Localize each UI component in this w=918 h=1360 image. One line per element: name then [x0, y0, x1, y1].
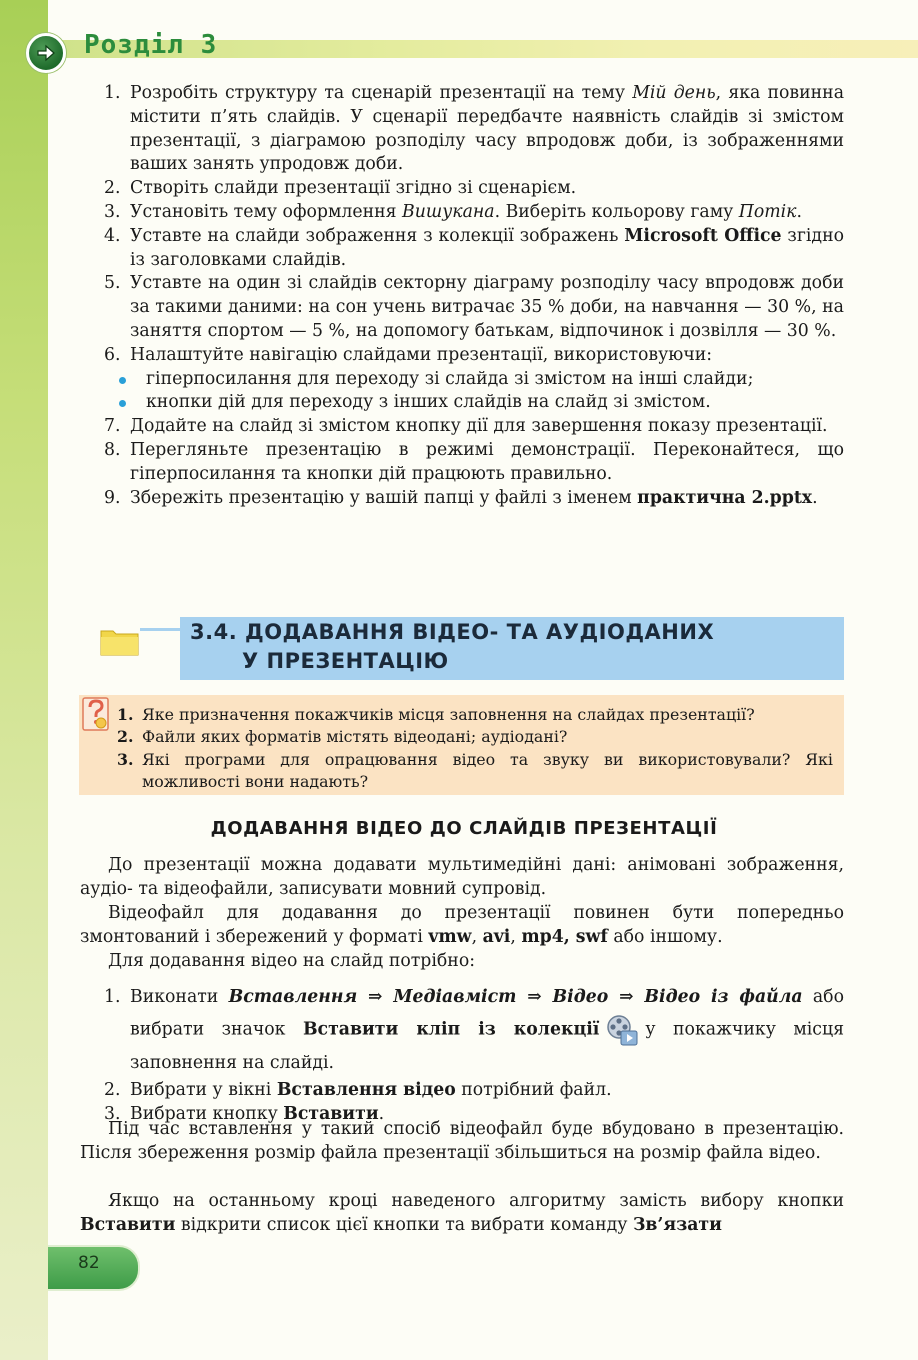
task-segment: згідно із заголовками слайдів.	[130, 225, 844, 270]
review-questions-list	[117, 704, 833, 793]
task-text	[130, 225, 844, 273]
task-item	[104, 439, 844, 487]
section-heading-line-1: 3.4. ДОДАВАННЯ ВІДЕО- ТА АУДІОДАНИХ	[190, 620, 715, 644]
question-number: 3.	[117, 749, 134, 769]
task-number: 6.	[104, 344, 121, 365]
paragraph-segment: avi	[482, 926, 511, 947]
paragraph-segment: Відеофайл для додавання до презентації повинен бути попередньо змонтований і збережений у форматі	[80, 903, 844, 947]
step-segment: у покажчику місця заповнення на слайді.	[130, 1019, 845, 1073]
film-reel-icon	[605, 1013, 639, 1047]
step-segment: Вибрати кнопку	[130, 1103, 284, 1124]
task-segment: практична 2.pptx	[637, 487, 813, 508]
question-text: Файли яких форматів містять відеодані; аудіодані?	[142, 727, 568, 747]
body-paragraph-3: Для додавання відео на слайд потрібно:	[108, 951, 476, 971]
task-segment: Потік	[738, 201, 797, 222]
step-segment: потрібний файл.	[455, 1080, 612, 1100]
step-item	[104, 981, 844, 1079]
step-item	[104, 1079, 844, 1103]
task-item	[104, 415, 844, 439]
task-text	[130, 344, 844, 368]
task-text	[130, 177, 844, 201]
task-item	[104, 272, 844, 343]
video-steps-list	[104, 981, 844, 1127]
bullet-text: гіперпосилання для переходу зі слайда зі змістом на інші слайди;	[146, 368, 754, 389]
task-segment: Установіть тему оформлення	[130, 201, 403, 222]
task-number: 3.	[104, 201, 121, 222]
paragraph-segment: або іншому.	[607, 926, 723, 947]
paragraph-segment: Якщо на останньому кроці наведеного алгоритму замість вибору кнопки	[108, 1191, 844, 1211]
question-item	[117, 704, 833, 726]
step-segment: Вставлення ⇒ Медіавміст ⇒ Відео ⇒ Відео із файла	[228, 987, 803, 1007]
chapter-title: Розділ 3	[84, 30, 218, 60]
task-segment: Уставте на один зі слайдів секторну діаграму розподілу часу впродовж доби за такими даними: на сон учень витрачає 35 % доби, на навчання — 30 %, на заняття спортом — 5 %, на допомогу батькам, відпочинок і дозвілля — 30 %.	[130, 273, 844, 341]
bullet-text: кнопки дій для переходу з інших слайдів на слайд зі змістом.	[146, 392, 711, 413]
task-item	[104, 344, 844, 368]
chapter-arrow-icon	[26, 33, 66, 73]
task-text	[130, 487, 844, 511]
question-item	[117, 726, 833, 748]
question-number: 1.	[117, 705, 134, 724]
step-number: 3.	[104, 1103, 121, 1124]
body-paragraph-5	[80, 1190, 844, 1238]
task-segment: Налаштуйте навігацію слайдами презентації, використовуючи:	[130, 344, 713, 365]
task-number: 9.	[104, 487, 121, 508]
practical-task-list	[104, 82, 844, 510]
step-segment: Вставити	[283, 1103, 379, 1124]
task-segment: .	[812, 487, 818, 508]
task-text	[130, 272, 844, 343]
task-number: 8.	[104, 439, 121, 460]
task-item	[104, 82, 844, 177]
folder-icon	[100, 625, 140, 657]
task-segment: . Виберіть кольорову гаму	[494, 201, 739, 222]
task-item	[104, 487, 844, 511]
task-segment: Додайте на слайд зі змістом кнопку дії для завершення показу презентації.	[130, 416, 828, 437]
task-segment: .	[796, 201, 803, 222]
question-text: Які програми для опрацювання відео та звуку ви використовували? Які можливості вони надають?	[142, 749, 833, 791]
step-segment: Вставити кліп із колекції	[302, 1019, 600, 1040]
task-bullet-item	[104, 368, 844, 392]
task-item	[104, 225, 844, 273]
step-segment: Вибрати у вікні	[130, 1080, 277, 1100]
question-mark-icon	[82, 697, 109, 731]
task-text	[130, 82, 844, 177]
paragraph-segment: Вставити	[80, 1214, 176, 1235]
question-text: Яке призначення покажчиків місця заповнення на слайдах презентації?	[142, 705, 755, 724]
question-number: 2.	[117, 727, 134, 747]
step-number: 1.	[104, 987, 121, 1007]
task-segment: Мій день	[632, 83, 716, 103]
step-text	[130, 1079, 844, 1103]
step-segment: або вибрати значок	[130, 987, 844, 1040]
task-number: 7.	[104, 416, 121, 437]
step-segment: Вставлення відео	[276, 1080, 456, 1100]
section-heading	[190, 618, 714, 676]
body-paragraph-4: Під час вставлення у такий спосіб відеофайл буде вбудовано в презентацію. Після збереження розмір файла презентації збільшиться на розмір файла відео.	[80, 1119, 844, 1163]
task-text	[130, 439, 844, 487]
task-segment: Уставте на слайди зображення з колекції зображень	[130, 225, 625, 246]
bullet-dot-icon	[119, 400, 126, 407]
task-number: 4.	[104, 225, 121, 246]
task-item	[104, 201, 844, 225]
bullet-dot-icon	[119, 377, 126, 384]
step-number: 2.	[104, 1080, 121, 1100]
section-heading-line-2: У ПРЕЗЕНТАЦІЮ	[242, 649, 449, 673]
body-paragraph-2	[80, 902, 844, 950]
body-paragraph-1: До презентації можна додавати мультимедійні дані: анімовані зображення, аудіо- та відеофайли, записувати мовний супровід.	[80, 855, 844, 899]
paragraph-segment: Зв’язати	[632, 1214, 722, 1235]
left-margin-strip	[0, 0, 48, 1360]
task-item	[104, 177, 844, 201]
question-item	[117, 749, 833, 794]
page-number: 82	[78, 1253, 100, 1273]
paragraph-segment: ,	[510, 926, 522, 947]
task-segment: Створіть слайди презентації згідно зі сценарієм.	[130, 178, 577, 199]
step-text	[130, 981, 844, 1079]
task-segment: Вишукана	[402, 201, 495, 222]
subsection-heading: ДОДАВАННЯ ВІДЕО ДО СЛАЙДІВ ПРЕЗЕНТАЦІЇ	[210, 818, 718, 839]
paragraph-segment: ,	[471, 926, 483, 947]
section-connector-line	[140, 628, 182, 631]
task-segment: , яка повинна містити п’ять слайдів. У сценарії передбачте наявність слайдів зі змістом презентації, з діаграмою розподілу часу впродовж доби, із зображеннями ваших занять упродовж доби.	[130, 83, 844, 175]
task-segment: Microsoft Office	[624, 225, 782, 246]
task-number: 1.	[104, 83, 121, 103]
step-segment: .	[378, 1103, 385, 1124]
task-segment: Збережіть презентацію у вашій папці у файлі з іменем	[130, 487, 638, 508]
step-segment: Виконати	[130, 987, 229, 1007]
task-number: 2.	[104, 178, 121, 199]
task-text	[130, 415, 844, 439]
task-segment: Розробіть структуру та сценарій презентації на тему	[130, 83, 633, 103]
paragraph-segment: відкрити список цієї кнопки та вибрати команду	[175, 1214, 633, 1235]
task-segment: Перегляньте презентацію в режимі демонстрації. Переконайтеся, що гіперпосилання та кнопки дій працюють правильно.	[130, 439, 844, 484]
paragraph-segment: vmw	[428, 926, 472, 947]
task-bullet-item	[104, 391, 844, 415]
paragraph-segment: mp4, swf	[521, 926, 608, 947]
task-number: 5.	[104, 273, 121, 294]
task-text	[130, 201, 844, 225]
